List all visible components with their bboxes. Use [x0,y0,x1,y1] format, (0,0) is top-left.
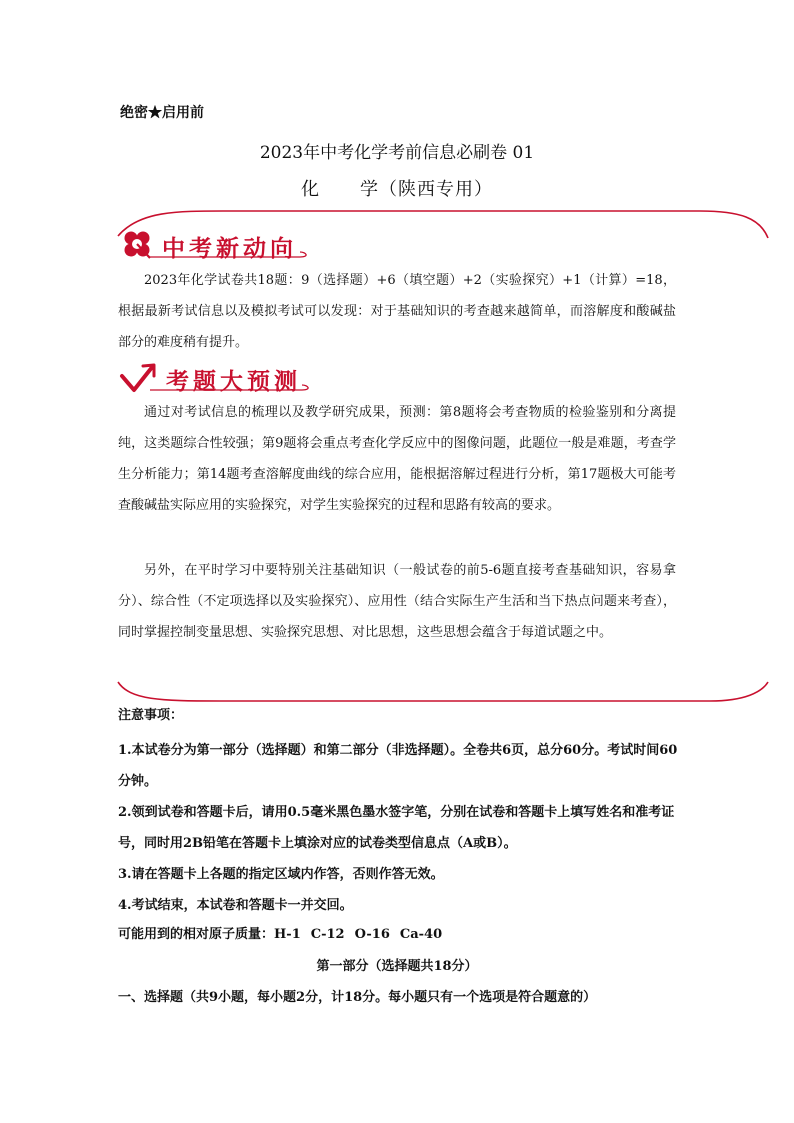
atomic-mass-h: H-1 [274,927,301,942]
subject-left: 化 [301,179,320,200]
notes-list [118,735,678,921]
note-item-4: 4.考试结束，本试卷和答题卡一并交回。 [118,898,353,913]
section-heading-trends: 中考新动向 [162,236,297,262]
secret-mark: 绝密★启用前 [120,105,204,121]
atomic-masses-label: 可能用到的相对原子质量： [118,927,275,942]
part-one-title: 第一部分（选择题共18分） [316,959,478,974]
atomic-mass-o: O-16 [354,927,390,942]
predictions-paragraph-2: 另外，在平时学习中要特别关注基础知识（一般试卷的前5-6题直接考查基础知识，容易拿分）、综合性（不定项选择以及实验探究）、应用性（结合实际生产生活和当下热点问题来考查），同时掌握控制变量思想、实验探究思想、对比思想，这些思想会蕴含于每道试题之中。 [118,563,676,640]
predictions-paragraph-1: 通过对考试信息的梳理以及教学研究成果，预测：第8题将会考查物质的检验鉴别和分离提纯，这类题综合性较强；第9题将会重点考查化学反应中的图像问题，此题位一般是难题，考查学生分析能力；第14题考查溶解度曲线的综合应用，能根据溶解过程进行分析，第17题极大可能考查酸碱盐实际应用的实验探究，对学生实验探究的过程和思路有较高的要求。 [118,405,676,513]
atomic-mass-ca: Ca-40 [399,927,443,942]
trends-paragraph: 2023年化学试卷共18题：9（选择题）+6（填空题）+2（实验探究）+1（计算）=18，根据最新考试信息以及模拟考试可以发现：对于基础知识的考查越来越简单，而溶解度和酸碱盐部分的难度稍有提升。 [118,273,676,350]
exam-title: 2023年中考化学考前信息必刷卷 01 [259,143,535,163]
part-one-instruction: 一、选择题（共9小题，每小题2分，计18分。每小题只有一个选项是符合题意的） [118,990,597,1005]
notes-title: 注意事项： [118,708,184,723]
subject-right: 学（陕西专用） [360,179,493,200]
atomic-mass-c: C-12 [310,927,345,942]
exam-subject [0,175,794,201]
note-item-2: 2.领到试卷和答题卡后，请用0.5毫米黑色墨水签字笔，分别在试卷和答题卡上填写姓名和准考证号，同时用2B铅笔在答题卡上填涂对应的试卷类型信息点（A或B）。 [118,805,675,851]
note-item-1: 1.本试卷分为第一部分（选择题）和第二部分（非选择题）。全卷共6页，总分60分。考试时间60分钟。 [118,743,678,789]
atomic-masses [118,923,442,942]
trend-arrow-icon [122,365,154,390]
clover-icon [125,232,151,259]
note-item-3: 3.请在答题卡上各题的指定区域内作答，否则作答无效。 [118,867,444,882]
section-heading-predictions: 考题大预测 [166,369,301,395]
